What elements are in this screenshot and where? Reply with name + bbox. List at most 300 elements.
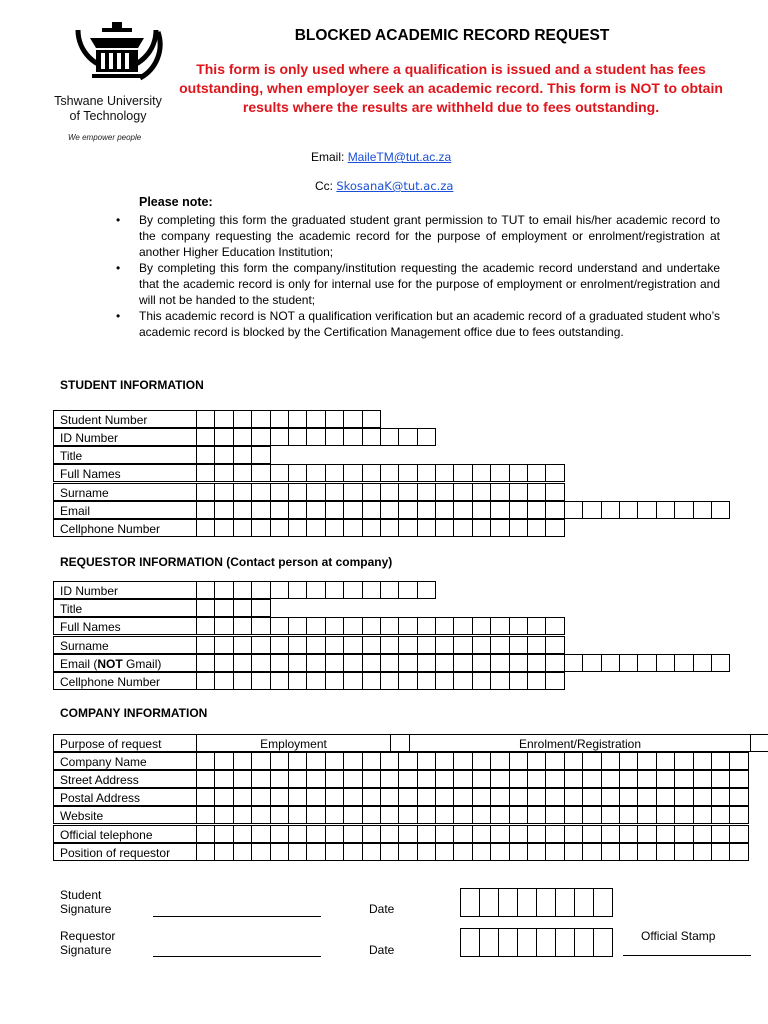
input-box[interactable] — [435, 519, 454, 537]
input-box[interactable] — [564, 770, 583, 788]
input-box[interactable] — [619, 806, 638, 824]
input-box[interactable] — [343, 788, 362, 806]
input-box[interactable] — [214, 581, 233, 599]
input-box[interactable] — [435, 843, 454, 861]
input-box[interactable] — [564, 843, 583, 861]
input-box[interactable] — [306, 464, 325, 482]
input-box[interactable] — [545, 825, 564, 843]
input-box[interactable] — [453, 617, 472, 635]
input-box[interactable] — [398, 483, 417, 501]
input-box[interactable] — [214, 788, 233, 806]
official-stamp-line[interactable] — [623, 955, 751, 956]
student-date-input[interactable] — [461, 888, 613, 917]
input-box[interactable] — [325, 672, 344, 690]
input-box[interactable] — [362, 672, 381, 690]
input-box[interactable] — [306, 483, 325, 501]
input-box[interactable] — [343, 843, 362, 861]
input-box[interactable] — [362, 428, 381, 446]
input-box[interactable] — [472, 672, 491, 690]
input-box[interactable] — [196, 599, 215, 617]
input-box[interactable] — [251, 770, 270, 788]
input-box[interactable] — [545, 752, 564, 770]
input-box[interactable] — [380, 788, 399, 806]
input-box[interactable] — [325, 788, 344, 806]
input-box[interactable] — [693, 806, 712, 824]
input-box[interactable] — [674, 806, 693, 824]
input-box[interactable] — [362, 825, 381, 843]
input-box[interactable] — [711, 654, 730, 672]
input-box[interactable] — [460, 888, 480, 917]
input-box[interactable] — [343, 672, 362, 690]
input-box[interactable] — [582, 770, 601, 788]
input-box[interactable] — [472, 501, 491, 519]
student-email-input[interactable] — [196, 501, 730, 519]
input-box[interactable] — [472, 788, 491, 806]
input-box[interactable] — [509, 825, 528, 843]
input-box[interactable] — [656, 825, 675, 843]
input-box[interactable] — [574, 928, 594, 957]
input-box[interactable] — [729, 770, 748, 788]
input-box[interactable] — [574, 888, 594, 917]
input-box[interactable] — [509, 654, 528, 672]
input-box[interactable] — [251, 581, 270, 599]
input-box[interactable] — [362, 519, 381, 537]
street-address-input[interactable] — [196, 770, 749, 788]
input-box[interactable] — [637, 654, 656, 672]
input-box[interactable] — [545, 672, 564, 690]
input-box[interactable] — [545, 770, 564, 788]
input-box[interactable] — [306, 654, 325, 672]
input-box[interactable] — [453, 519, 472, 537]
input-box[interactable] — [288, 581, 307, 599]
input-box[interactable] — [270, 806, 289, 824]
input-box[interactable] — [233, 599, 252, 617]
input-box[interactable] — [398, 428, 417, 446]
input-box[interactable] — [619, 770, 638, 788]
input-box[interactable] — [582, 788, 601, 806]
input-box[interactable] — [601, 501, 620, 519]
input-box[interactable] — [251, 428, 270, 446]
input-box[interactable] — [380, 483, 399, 501]
input-box[interactable] — [417, 806, 436, 824]
input-box[interactable] — [729, 806, 748, 824]
input-box[interactable] — [435, 617, 454, 635]
input-box[interactable] — [417, 672, 436, 690]
student-id-input[interactable] — [196, 428, 436, 446]
input-box[interactable] — [490, 752, 509, 770]
input-box[interactable] — [343, 752, 362, 770]
input-box[interactable] — [536, 928, 556, 957]
input-box[interactable] — [509, 672, 528, 690]
input-box[interactable] — [711, 825, 730, 843]
student-title-input[interactable] — [196, 446, 271, 464]
input-box[interactable] — [251, 599, 270, 617]
requestor-title-input[interactable] — [196, 599, 271, 617]
input-box[interactable] — [509, 617, 528, 635]
input-box[interactable] — [619, 788, 638, 806]
input-box[interactable] — [472, 770, 491, 788]
input-box[interactable] — [693, 501, 712, 519]
input-box[interactable] — [527, 519, 546, 537]
requestor-surname-input[interactable] — [196, 636, 565, 654]
requestor-email-input[interactable] — [196, 654, 730, 672]
input-box[interactable] — [619, 654, 638, 672]
input-box[interactable] — [233, 581, 252, 599]
input-box[interactable] — [435, 752, 454, 770]
input-box[interactable] — [693, 770, 712, 788]
input-box[interactable] — [270, 770, 289, 788]
input-box[interactable] — [196, 752, 215, 770]
input-box[interactable] — [343, 581, 362, 599]
input-box[interactable] — [545, 464, 564, 482]
requestor-full-names-input[interactable] — [196, 617, 565, 635]
input-box[interactable] — [270, 501, 289, 519]
input-box[interactable] — [564, 806, 583, 824]
input-box[interactable] — [214, 501, 233, 519]
input-box[interactable] — [637, 788, 656, 806]
input-box[interactable] — [325, 843, 344, 861]
requestor-cellphone-input[interactable] — [196, 672, 565, 690]
input-box[interactable] — [233, 446, 252, 464]
input-box[interactable] — [582, 501, 601, 519]
input-box[interactable] — [490, 617, 509, 635]
input-box[interactable] — [417, 617, 436, 635]
email-link[interactable]: MaileTM@tut.ac.za — [347, 150, 452, 164]
input-box[interactable] — [564, 654, 583, 672]
input-box[interactable] — [417, 752, 436, 770]
input-box[interactable] — [490, 770, 509, 788]
input-box[interactable] — [601, 825, 620, 843]
input-box[interactable] — [619, 843, 638, 861]
input-box[interactable] — [380, 672, 399, 690]
input-box[interactable] — [453, 806, 472, 824]
input-box[interactable] — [601, 806, 620, 824]
input-box[interactable] — [417, 464, 436, 482]
input-box[interactable] — [380, 617, 399, 635]
input-box[interactable] — [306, 752, 325, 770]
input-box[interactable] — [251, 464, 270, 482]
input-box[interactable] — [306, 843, 325, 861]
input-box[interactable] — [288, 843, 307, 861]
input-box[interactable] — [380, 654, 399, 672]
input-box[interactable] — [417, 770, 436, 788]
input-box[interactable] — [472, 654, 491, 672]
input-box[interactable] — [325, 501, 344, 519]
input-box[interactable] — [233, 483, 252, 501]
telephone-input[interactable] — [196, 825, 749, 843]
input-box[interactable] — [460, 928, 480, 957]
input-box[interactable] — [380, 806, 399, 824]
input-box[interactable] — [601, 654, 620, 672]
input-box[interactable] — [288, 672, 307, 690]
input-box[interactable] — [490, 672, 509, 690]
input-box[interactable] — [214, 483, 233, 501]
input-box[interactable] — [637, 752, 656, 770]
input-box[interactable] — [362, 788, 381, 806]
input-box[interactable] — [214, 806, 233, 824]
input-box[interactable] — [601, 770, 620, 788]
input-box[interactable] — [453, 825, 472, 843]
input-box[interactable] — [509, 483, 528, 501]
input-box[interactable] — [490, 483, 509, 501]
input-box[interactable] — [270, 825, 289, 843]
input-box[interactable] — [233, 752, 252, 770]
input-box[interactable] — [509, 806, 528, 824]
input-box[interactable] — [325, 806, 344, 824]
student-full-names-input[interactable] — [196, 464, 565, 482]
input-box[interactable] — [306, 672, 325, 690]
website-input[interactable] — [196, 806, 749, 824]
input-box[interactable] — [214, 636, 233, 654]
input-box[interactable] — [490, 654, 509, 672]
input-box[interactable] — [362, 464, 381, 482]
input-box[interactable] — [196, 672, 215, 690]
input-box[interactable] — [637, 501, 656, 519]
input-box[interactable] — [362, 483, 381, 501]
input-box[interactable] — [288, 410, 307, 428]
input-box[interactable] — [288, 806, 307, 824]
input-box[interactable] — [693, 843, 712, 861]
input-box[interactable] — [214, 825, 233, 843]
input-box[interactable] — [233, 788, 252, 806]
input-box[interactable] — [527, 617, 546, 635]
input-box[interactable] — [288, 825, 307, 843]
input-box[interactable] — [435, 654, 454, 672]
input-box[interactable] — [490, 788, 509, 806]
input-box[interactable] — [472, 617, 491, 635]
input-box[interactable] — [380, 752, 399, 770]
input-box[interactable] — [472, 519, 491, 537]
input-box[interactable] — [674, 752, 693, 770]
input-box[interactable] — [251, 825, 270, 843]
input-box[interactable] — [251, 483, 270, 501]
input-box[interactable] — [435, 788, 454, 806]
input-box[interactable] — [435, 636, 454, 654]
input-box[interactable] — [417, 483, 436, 501]
input-box[interactable] — [214, 464, 233, 482]
input-box[interactable] — [656, 501, 675, 519]
input-box[interactable] — [306, 770, 325, 788]
input-box[interactable] — [306, 825, 325, 843]
input-box[interactable] — [270, 581, 289, 599]
input-box[interactable] — [564, 752, 583, 770]
input-box[interactable] — [343, 519, 362, 537]
input-box[interactable] — [527, 843, 546, 861]
input-box[interactable] — [729, 788, 748, 806]
input-box[interactable] — [545, 843, 564, 861]
input-box[interactable] — [674, 788, 693, 806]
input-box[interactable] — [656, 788, 675, 806]
input-box[interactable] — [545, 654, 564, 672]
input-box[interactable] — [435, 806, 454, 824]
input-box[interactable] — [288, 770, 307, 788]
student-cellphone-input[interactable] — [196, 519, 565, 537]
input-box[interactable] — [306, 636, 325, 654]
input-box[interactable] — [214, 599, 233, 617]
input-box[interactable] — [490, 825, 509, 843]
input-box[interactable] — [214, 770, 233, 788]
input-box[interactable] — [527, 752, 546, 770]
input-box[interactable] — [233, 672, 252, 690]
input-box[interactable] — [490, 843, 509, 861]
input-box[interactable] — [545, 501, 564, 519]
input-box[interactable] — [251, 654, 270, 672]
input-box[interactable] — [288, 617, 307, 635]
input-box[interactable] — [196, 770, 215, 788]
input-box[interactable] — [417, 519, 436, 537]
requestor-id-input[interactable] — [196, 581, 436, 599]
input-box[interactable] — [435, 825, 454, 843]
input-box[interactable] — [711, 752, 730, 770]
input-box[interactable] — [453, 636, 472, 654]
input-box[interactable] — [656, 843, 675, 861]
input-box[interactable] — [233, 519, 252, 537]
input-box[interactable] — [306, 581, 325, 599]
input-box[interactable] — [196, 483, 215, 501]
input-box[interactable] — [479, 928, 499, 957]
input-box[interactable] — [711, 770, 730, 788]
input-box[interactable] — [270, 464, 289, 482]
input-box[interactable] — [674, 770, 693, 788]
input-box[interactable] — [306, 410, 325, 428]
input-box[interactable] — [214, 410, 233, 428]
input-box[interactable] — [693, 752, 712, 770]
input-box[interactable] — [362, 752, 381, 770]
input-box[interactable] — [380, 501, 399, 519]
input-box[interactable] — [306, 788, 325, 806]
input-box[interactable] — [417, 581, 436, 599]
input-box[interactable] — [398, 788, 417, 806]
input-box[interactable] — [729, 843, 748, 861]
input-box[interactable] — [380, 825, 399, 843]
input-box[interactable] — [729, 825, 748, 843]
input-box[interactable] — [251, 806, 270, 824]
input-box[interactable] — [398, 825, 417, 843]
input-box[interactable] — [325, 581, 344, 599]
input-box[interactable] — [343, 825, 362, 843]
requestor-date-input[interactable] — [461, 928, 613, 957]
input-box[interactable] — [270, 752, 289, 770]
input-box[interactable] — [251, 501, 270, 519]
input-box[interactable] — [233, 464, 252, 482]
input-box[interactable] — [435, 672, 454, 690]
input-box[interactable] — [453, 770, 472, 788]
input-box[interactable] — [196, 428, 215, 446]
input-box[interactable] — [306, 501, 325, 519]
input-box[interactable] — [509, 788, 528, 806]
input-box[interactable] — [343, 806, 362, 824]
input-box[interactable] — [288, 752, 307, 770]
input-box[interactable] — [509, 501, 528, 519]
input-box[interactable] — [490, 464, 509, 482]
input-box[interactable] — [545, 617, 564, 635]
requestor-signature-line[interactable] — [153, 956, 321, 957]
input-box[interactable] — [453, 788, 472, 806]
input-box[interactable] — [582, 654, 601, 672]
input-box[interactable] — [233, 636, 252, 654]
enrolment-checkbox[interactable] — [750, 734, 768, 752]
input-box[interactable] — [729, 752, 748, 770]
input-box[interactable] — [288, 636, 307, 654]
input-box[interactable] — [362, 806, 381, 824]
input-box[interactable] — [288, 788, 307, 806]
input-box[interactable] — [545, 636, 564, 654]
input-box[interactable] — [545, 788, 564, 806]
input-box[interactable] — [380, 464, 399, 482]
input-box[interactable] — [527, 483, 546, 501]
input-box[interactable] — [270, 483, 289, 501]
input-box[interactable] — [693, 654, 712, 672]
input-box[interactable] — [498, 888, 518, 917]
input-box[interactable] — [196, 581, 215, 599]
input-box[interactable] — [509, 636, 528, 654]
input-box[interactable] — [233, 825, 252, 843]
input-box[interactable] — [417, 636, 436, 654]
input-box[interactable] — [582, 752, 601, 770]
input-box[interactable] — [619, 501, 638, 519]
input-box[interactable] — [251, 636, 270, 654]
input-box[interactable] — [270, 428, 289, 446]
input-box[interactable] — [637, 825, 656, 843]
input-box[interactable] — [435, 770, 454, 788]
input-box[interactable] — [498, 928, 518, 957]
input-box[interactable] — [674, 654, 693, 672]
input-box[interactable] — [674, 501, 693, 519]
input-box[interactable] — [711, 806, 730, 824]
input-box[interactable] — [270, 672, 289, 690]
input-box[interactable] — [398, 752, 417, 770]
input-box[interactable] — [527, 825, 546, 843]
input-box[interactable] — [288, 654, 307, 672]
input-box[interactable] — [601, 843, 620, 861]
input-box[interactable] — [196, 636, 215, 654]
input-box[interactable] — [270, 654, 289, 672]
student-signature-line[interactable] — [153, 916, 321, 917]
input-box[interactable] — [306, 617, 325, 635]
input-box[interactable] — [270, 788, 289, 806]
input-box[interactable] — [233, 410, 252, 428]
input-box[interactable] — [233, 501, 252, 519]
input-box[interactable] — [435, 483, 454, 501]
input-box[interactable] — [564, 825, 583, 843]
input-box[interactable] — [527, 672, 546, 690]
input-box[interactable] — [306, 519, 325, 537]
input-box[interactable] — [417, 501, 436, 519]
input-box[interactable] — [674, 825, 693, 843]
input-box[interactable] — [380, 636, 399, 654]
input-box[interactable] — [453, 752, 472, 770]
input-box[interactable] — [196, 654, 215, 672]
input-box[interactable] — [527, 788, 546, 806]
input-box[interactable] — [288, 483, 307, 501]
input-box[interactable] — [325, 483, 344, 501]
input-box[interactable] — [398, 581, 417, 599]
input-box[interactable] — [325, 825, 344, 843]
input-box[interactable] — [343, 483, 362, 501]
input-box[interactable] — [214, 654, 233, 672]
input-box[interactable] — [251, 843, 270, 861]
input-box[interactable] — [270, 843, 289, 861]
input-box[interactable] — [362, 617, 381, 635]
input-box[interactable] — [637, 770, 656, 788]
input-box[interactable] — [398, 636, 417, 654]
input-box[interactable] — [527, 636, 546, 654]
input-box[interactable] — [453, 672, 472, 690]
input-box[interactable] — [509, 464, 528, 482]
input-box[interactable] — [472, 752, 491, 770]
input-box[interactable] — [527, 806, 546, 824]
input-box[interactable] — [196, 825, 215, 843]
